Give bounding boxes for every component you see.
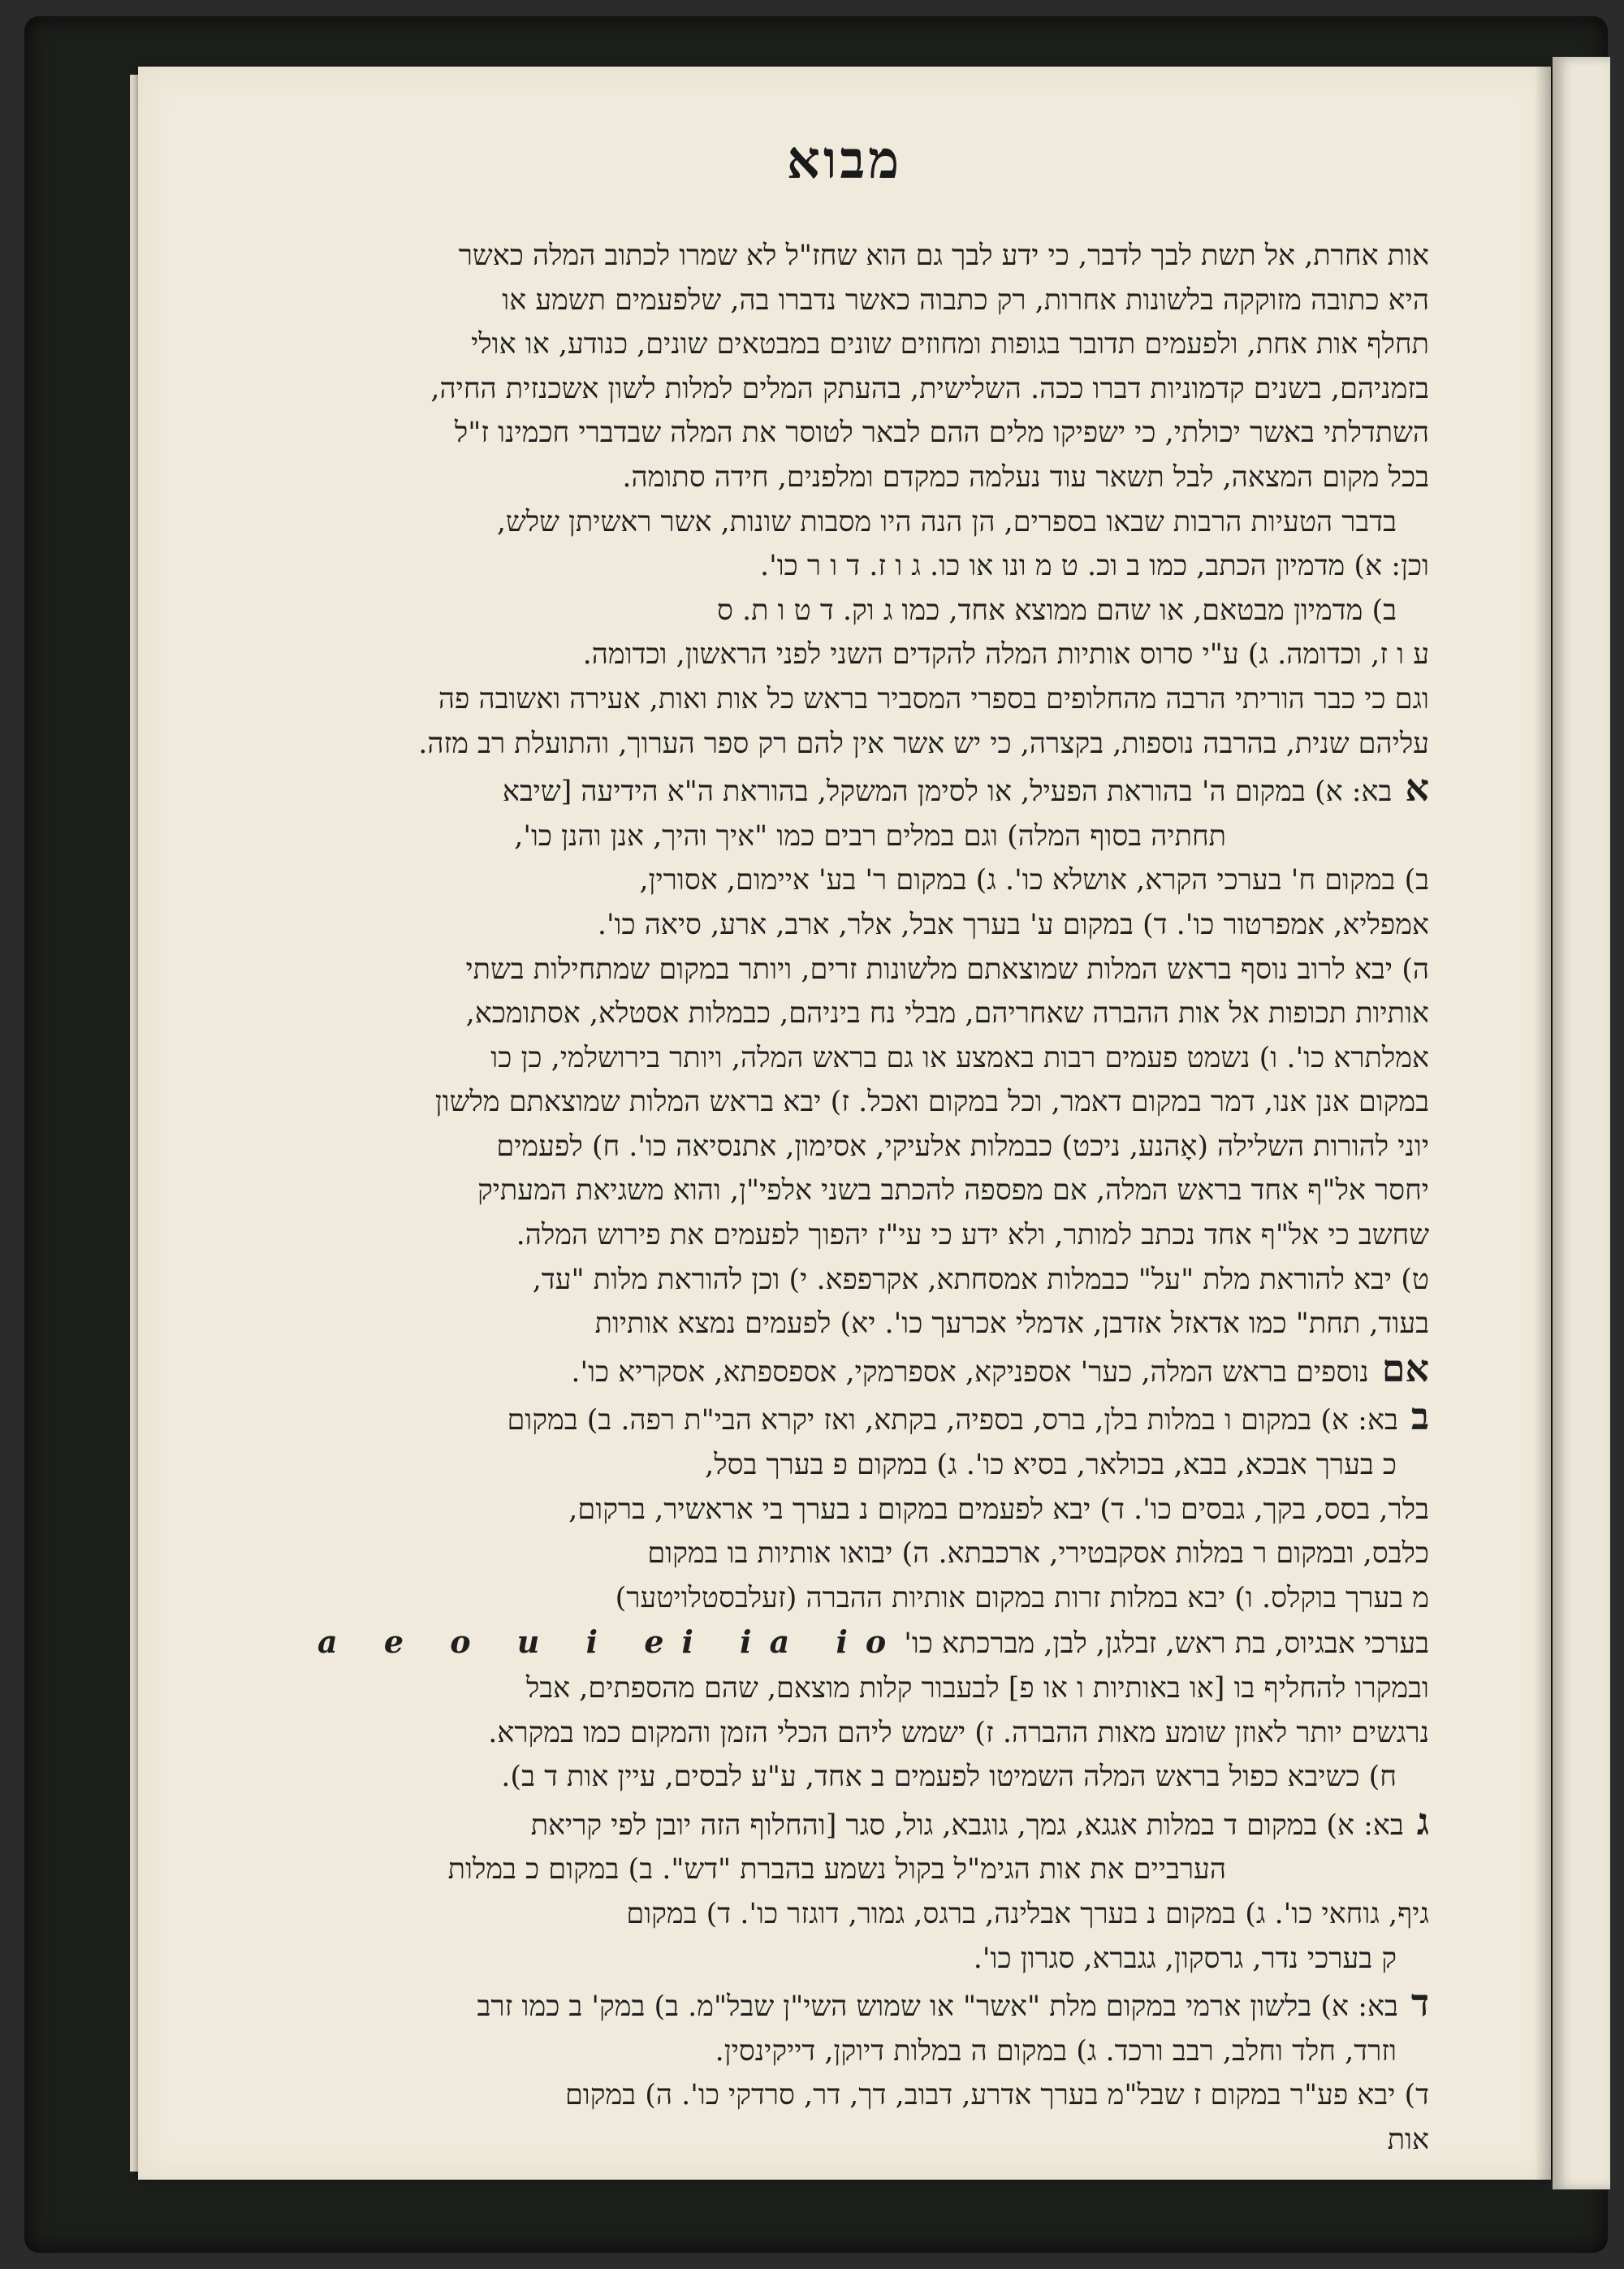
line-text: כלבס, ובמקום ר במלות אסקבטירי, ארכבתא. ה) יבואו אותיות בו במקום (647, 1537, 1429, 1571)
text-line (268, 456, 1429, 500)
entry-text: בא: א) במקום ד במלות אגגא, גמך, גוגבא, גול, סגר [והחלוף הזה יובן לפי קריאת (530, 1809, 1404, 1842)
line-text: יחסר אל"ף אחד בראש המלה, אם מפספה להכתב בשני אלפי"ן, והוא משגיאת המעתיק (477, 1174, 1429, 1208)
line-text: ב) מדמיון מבטאם, או שהם ממוצא אחד, כמו ג וק. ד ט ו ת. ס (716, 594, 1397, 627)
text-line (268, 992, 1429, 1036)
line-text: תחלף אות אחת, ולפעמים תדובר בגופות ומחוזים שונים במבטאים שונים, כנודע, או אולי (471, 328, 1429, 361)
page-gutter-shadow (1535, 67, 1554, 2180)
text-line (268, 1532, 1429, 1576)
text-line (268, 633, 1429, 677)
line-text: ק בערכי נדר, גרסקון, גגברא, סגרון כו'. (973, 1942, 1397, 1975)
line-text: נרגשים יותר לאוזן שומע מאות ההברה. ז) ישמש ליהם הכלי הזמן והמקום כמו במקרא. (488, 1716, 1429, 1749)
text-line (268, 1213, 1429, 1258)
line-text: וכן: א) מדמיון הכתב, כמו ב וכ. ט מ ונו או כו. ג ו ז. ד ו ר כו'. (759, 550, 1429, 583)
line-text: וזרד, חלד וחלב, רבב ורכד. ג) במקום ה במלות דיוקן, דייקינסין. (715, 2034, 1397, 2068)
line-text: מ בערך בוקלס. ו) יבא במלות זרות במקום אותיות ההברה (זעלבסטלויטער) (615, 1581, 1429, 1614)
entry-text: נוספים בראש המלה, כער' אספניקא, אספרמקי, אספספתא, אסקריא כו'. (571, 1355, 1369, 1389)
text-line (268, 1443, 1429, 1488)
line-text: בכל מקום המצאה, לבל תשאר עוד נעלמה כמקדם ומלפנים, חידה סתומה. (622, 460, 1429, 494)
line-text: ב) במקום ח' בערכי הקרא, אושלא כו'. ג) במקום ר' בע' איימום, אסורין, (639, 864, 1429, 897)
text-line (268, 589, 1429, 633)
line-text: במקום אנן אנו, דמר במקום דאמר, וכל במקום ואכל. ז) יבא בראש המלות שמוצאתם מלשון (434, 1086, 1429, 1119)
line-text: ד) יבא פע"ר במקום ז שבל"מ בערך אדרע, דבוב, דך, דר, סרדקי כו'. ה) במקום (564, 2079, 1429, 2112)
line-text: תחתיה בסוף המלה) וגם במלים רבים כמו "איך והיך, אנן והנן כו', (514, 819, 1226, 853)
text-line (268, 815, 1429, 859)
line-text: בדבר הטעיות הרבות שבאו בספרים, הן הנה היו מסבות שונות, אשר ראשיתן שלש, (496, 505, 1397, 538)
line-text: בערכי אבגיוס, בת ראש, זבלגן, לבן, מברכתא כו' (904, 1627, 1429, 1661)
text-line (268, 1937, 1429, 1982)
text-line (268, 1080, 1429, 1125)
line-text: אמפליא, אמפרטור כו'. ד) במקום ע' בערך אבל, אלר, ארב, ארע, סיאה כו'. (597, 908, 1429, 941)
text-line (268, 1258, 1429, 1303)
line-text: ח) כשיבא כפול בראש המלה השמיטו לפעמים ב אחד, ע"ע לבסים, עיין אות ד ב). (501, 1761, 1397, 1794)
text-line (268, 1394, 1429, 1443)
entry-text: בא: א) במקום ה' בהוראת הפעיל, או לסימן המשקל, בהוראת ה"א הידיעה [שיבא (502, 776, 1393, 809)
entry-letter: ד (1397, 1981, 1429, 2025)
text-line (268, 1755, 1429, 1800)
text-line (268, 500, 1429, 545)
text-line (268, 722, 1429, 767)
line-text: ה) יבא לרוב נוסף בראש המלות שמוצאתם מלשונות זרים, ויותר במקום שמתחילות בשתי (465, 953, 1429, 986)
page-body-text (268, 234, 1429, 2156)
line-text: בעוד, תחת" כמו אדאזל אזדבן, אדמלי אכרעך כו'. יא) לפעמים נמצא אותיות (594, 1307, 1429, 1341)
page-header: מבוא (786, 130, 903, 191)
line-text: גיף, גוחאי כו'. ג) במקום נ בערך אבלינה, ברגס, גמור, דוגזר כו'. ד) במקום (626, 1897, 1429, 1930)
text-line (268, 2118, 1429, 2163)
text-line (268, 1666, 1429, 1711)
line-text: אמלתרא כו'. ו) נשמט פעמים רבות באמצע או גם בראש המלה, ויותר בירושלמי, כן כו (490, 1041, 1429, 1074)
line-text: השתדלתי באשר יכולתי, כי ישפיקו מלים ההם לבאר לטוסר את המלה שבדברי חכמינו ז"ל (454, 417, 1429, 450)
text-line (268, 1711, 1429, 1756)
text-line (268, 903, 1429, 948)
line-text: ט) יבא להוראת מלת "על" כבמלות אמסחתא, אקרפפא. י) וכן להוראת מלות "עד, (532, 1263, 1429, 1296)
line-text: בלר, בסס, בקך, גבסים כו'. ד) יבא לפעמים במקום נ בערך בי אראשיר, ברקום, (568, 1493, 1429, 1526)
text-line (268, 411, 1429, 456)
line-text: וגם כי כבר הוריתי הרבה מהחלופים בספרי המסביר בראש כל אות ואות, אעירה ואשובה פה (438, 682, 1429, 715)
text-line (268, 1302, 1429, 1346)
text-line (268, 1892, 1429, 1937)
text-line (268, 2029, 1429, 2074)
text-line (268, 1036, 1429, 1081)
text-line (268, 1800, 1429, 1848)
entry-letter: ג (1403, 1799, 1429, 1843)
line-text: יוני להורות השלילה (אָהנע, ניכט) כבמלות אלעיקי, אסימון, אתנסיאה כו'. ח) לפעמים (496, 1130, 1429, 1163)
text-line (268, 322, 1429, 367)
entry-letter: ב (1397, 1394, 1429, 1439)
text-line (268, 948, 1429, 992)
entry-letter: א (1392, 766, 1429, 810)
line-text: ע ו ז, וכדומה. ג) ע"י סרוס אותיות המלה להקדים השני לפני הראשון, וכדומה. (582, 638, 1429, 672)
line-text: אות אחרת, אל תשת לבך לדבר, כי ידע לבך גם הוא שחז"ל לא שמרו לכתוב המלה כאשר (458, 240, 1429, 272)
text-line (268, 1620, 1429, 1666)
next-page-edge (1553, 57, 1610, 2189)
entry-letter: אם (1368, 1346, 1429, 1390)
line-text: כ בערך אבכא, בבא, בכולאר, בסיא כו'. ג) במקום פ בערך בסל, (705, 1449, 1397, 1482)
text-line (268, 1848, 1429, 1892)
text-line (268, 1576, 1429, 1621)
text-line (268, 1981, 1429, 2029)
text-line (268, 677, 1429, 722)
text-line (268, 858, 1429, 903)
text-line (268, 544, 1429, 589)
text-line (268, 279, 1429, 323)
line-text: הערביים את אות הגימ"ל בקול נשמע בהברת "דש". ב) במקום כ במלות (447, 1853, 1226, 1887)
line-text: שחשב כי אל"ף אחד נכתב למותר, ולא ידע כי עי"ז יהפוך לפעמים את פירוש המלה. (516, 1219, 1429, 1252)
text-line (268, 1169, 1429, 1213)
line-text: אות (1387, 2123, 1429, 2156)
text-line (268, 1346, 1429, 1395)
text-line (268, 2073, 1429, 2118)
latin-vowels: a e o u i ei ia io (288, 1623, 905, 1661)
entry-text: בא: א) במקום ו במלות בלן, ברס, בספיה, בקתא, ואז יקרא הבי"ת רפה. ב) במקום (507, 1404, 1398, 1437)
line-text: ובמקרו להחליף בו [או באותיות ו או פ] לבעבור קלות מוצאם, שהם מהספתים, אבל (525, 1672, 1429, 1705)
text-line (268, 1125, 1429, 1169)
entry-text: בא: א) בלשון ארמי במקום מלת "אשר" או שמוש השי"ן שבל"מ. ב) במק' ב כמו זרב (477, 1990, 1398, 2024)
text-line (268, 367, 1429, 412)
line-text: עליהם שנית, בהרבה נוספות, בקצרה, כי יש אשר אין להם רק ספר הערוך, והתועלת רב מזה. (418, 727, 1429, 760)
text-line (268, 1488, 1429, 1532)
text-line (268, 234, 1429, 279)
line-text: היא כתובה מזוקקה בלשונות אחרות, רק כתבוה כאשר נדברו בה, שלפעמים תשמע או (502, 283, 1429, 317)
text-line (268, 766, 1429, 815)
line-text: בזמניהם, בשנים קדמוניות דברו ככה. השלישית, בהעתק המלים למלות לשון אשכנזית החיה, (430, 372, 1429, 405)
line-text: אותיות תכופות אל אות ההברה שאחריהם, מבלי נח ביניהם, כבמלות אסטלא, אסתומכא, (465, 997, 1429, 1031)
